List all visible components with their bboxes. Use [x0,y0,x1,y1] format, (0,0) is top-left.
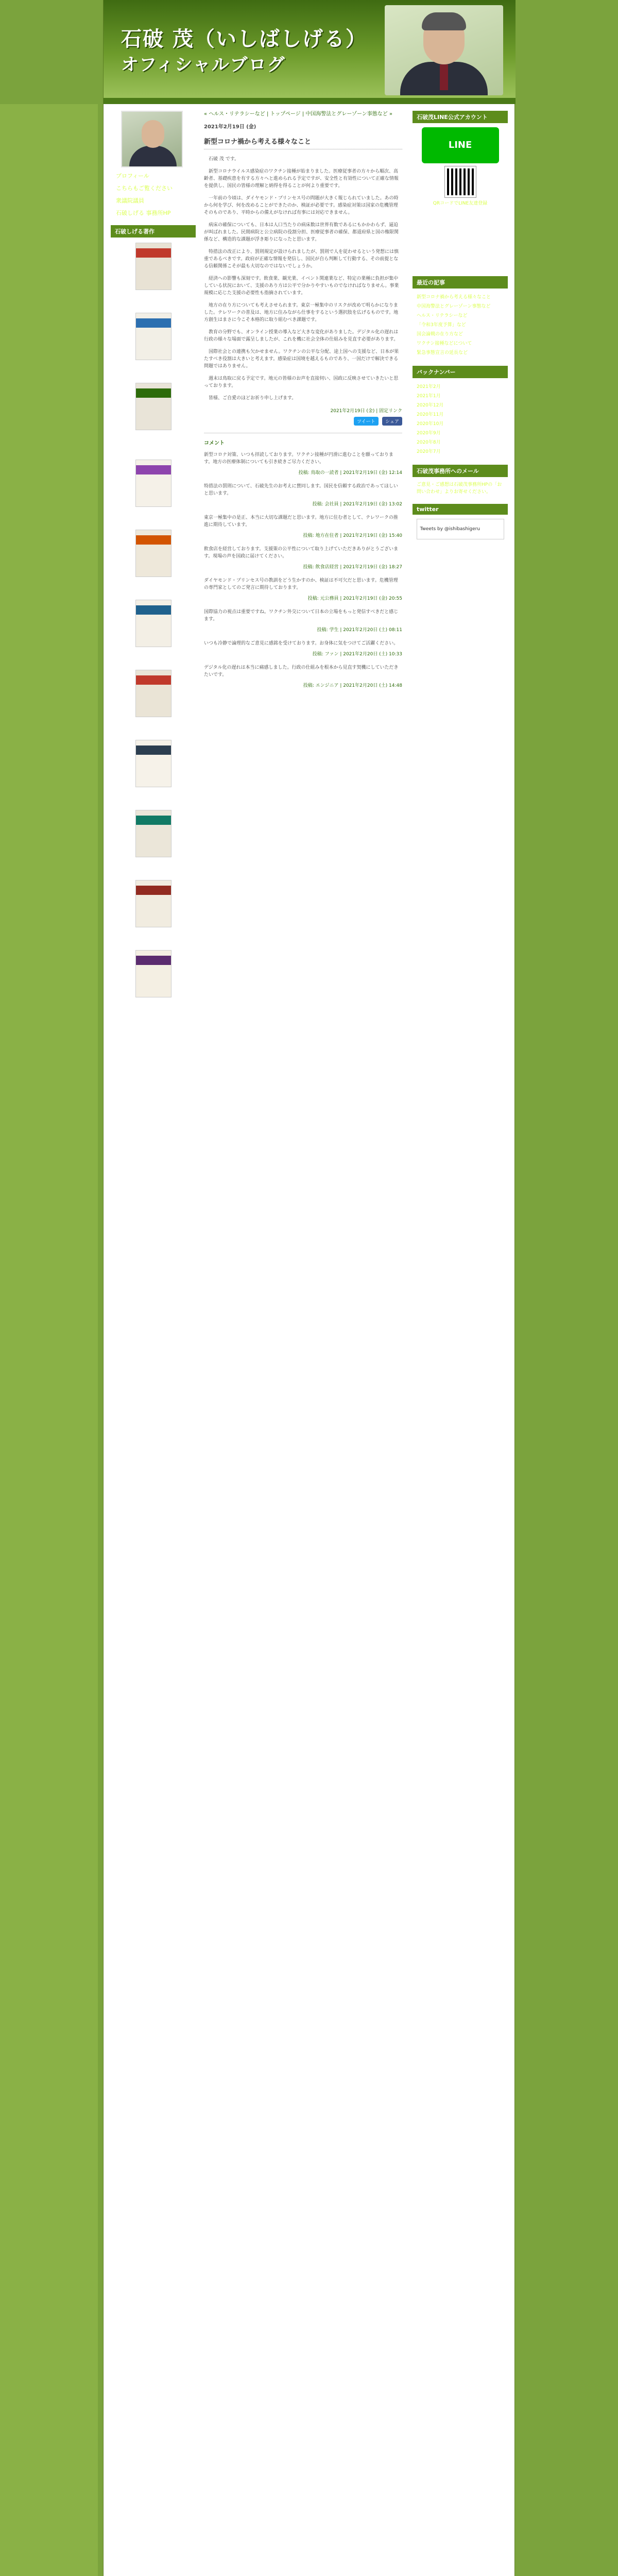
book-cover[interactable] [135,880,171,927]
book-item[interactable] [111,313,196,376]
book-cover[interactable] [135,243,171,290]
calendar-date[interactable]: 18 [470,247,476,252]
calendar [417,214,504,268]
office-hp-link[interactable]: 石破しげる 事務所HP [116,210,171,216]
calendar-date[interactable]: 12 [482,240,488,245]
calendar-date[interactable]: 13 [494,240,501,245]
calendar-date[interactable]: 8 [434,240,437,245]
calendar-date[interactable]: 10 [457,240,464,245]
book-item[interactable] [111,670,196,733]
contact-text: ご意見・ご感想は石破茂事務所HPの「お問い合わせ」よりお寄せください。 [417,482,502,495]
book-item[interactable] [111,740,196,803]
see-also-link[interactable]: こちらもご覧ください [116,185,173,192]
calendar-date[interactable]: 25 [470,255,476,260]
post-paragraph: 週末は鳥取に戻る予定です。地元の皆様のお声を直接伺い、国政に反映させていきたいと思っております。 [204,376,399,388]
post-date: 2021年2月19日 (金) [204,124,256,130]
recent-post-link[interactable]: 緊急事態宣言の延長など [417,350,468,355]
book-cover[interactable] [135,670,171,717]
tweet-button[interactable]: ツイート [354,417,379,426]
recent-post-link[interactable]: ヘルス・リテラシーなど [417,313,468,318]
calendar-day-header: 月 [433,226,438,231]
book-cover[interactable] [135,810,171,857]
calendar-date[interactable]: 9 [446,240,450,245]
books-section-head: 石破しげる著作 [111,225,196,238]
calendar-date[interactable]: 4 [471,233,474,238]
book-caption[interactable]: 「国難」 （新潮社） [141,650,165,662]
contact-head: 石破茂事務所へのメール [413,465,508,477]
header-bar [104,98,516,104]
backnumber-link[interactable]: 2020年7月 [417,449,441,454]
calendar-date[interactable]: 2 [446,233,450,238]
calendar-date[interactable]: 11 [470,240,476,245]
share-row [204,417,402,426]
calendar-date [429,261,441,268]
calendar-date [454,261,466,268]
book-item[interactable] [111,950,196,1013]
book-cover[interactable] [135,313,171,360]
line-section-head: 石破茂LINE公式アカウント [413,111,508,123]
calendar-date[interactable]: 14 [419,247,426,252]
qr-code-icon [445,166,476,197]
post-paragraph: 石破 茂 です。 [209,157,239,162]
post-paragraph: 新型コロナウイルス感染症のワクチン接種が始まりました。医療従事者の方々から順次、高齢者、基礎疾患を有する方々へと進められる予定ですが、安全性と有効性について正確な情報を提供し、国民の皆様の理解と納得を得ることが何より重要です。 [204,169,399,189]
post-paragraph: 教育の分野でも、オンライン授業の導入など大きな変化がありました。デジタル化の遅れは行政の様々な場面で露呈しましたが、これを機に社会全体の仕組みを見直す必要があります。 [204,330,399,342]
post-paragraph: 一年前の今頃は、ダイヤモンド・プリンセス号の問題が大きく報じられていました。あの時から何を学び、何を改めることができたのか、検証が必要です。感染症対策は国家の危機管理そのものであり、平時からの備えがなければ有事には対応できません。 [204,196,399,215]
calendar-date[interactable]: 6 [496,233,500,238]
calendar-date[interactable]: 16 [444,247,451,252]
calendar-date[interactable]: 17 [457,247,464,252]
twitter-head: twitter [413,504,508,515]
recent-post-link[interactable]: 新型コロナ禍から考える様々なこと [417,295,491,300]
calendar-title: 2021年2月 [447,216,473,221]
post-paragraph: 皆様、ご自愛のほどお祈り申し上げます。 [209,396,297,401]
comment-meta[interactable]: 投稿: ファン | 2021年2月20日 (土) 10:33 [312,652,402,657]
comment-meta[interactable]: 投稿: 鳥取の一読者 | 2021年2月19日 (金) 12:14 [298,470,402,476]
comment-text: 飲食店を経営しております。支援策の公平性について取り上げていただきありがとうございます。現場の声を国政に届けてください。 [204,547,399,559]
calendar-date[interactable]: 21 [419,255,426,260]
left-column-background [0,104,98,2576]
recent-posts-head: 最近の記事 [413,276,508,289]
comment-meta[interactable]: 投稿: 飲食店経営 | 2021年2月19日 (金) 18:27 [303,565,402,570]
twitter-widget[interactable]: Tweets by @ishibashigeru [417,519,504,539]
calendar-table [417,223,504,268]
post-footer[interactable]: 2021年2月19日 (金) | 固定リンク [330,409,402,414]
qr-caption[interactable]: QRコードでLINE友達登録 [433,201,488,206]
comment-meta[interactable]: 投稿: 学生 | 2021年2月20日 (土) 08:11 [317,628,402,633]
calendar-date [441,261,454,268]
comment-meta[interactable]: 投稿: 地方在住者 | 2021年2月19日 (金) 15:40 [303,533,402,538]
book-caption[interactable]: 「日本列島創生論」 （新潮新書） [132,363,174,375]
book-list [111,243,196,1013]
book-caption[interactable]: 「真・政治力」 （ワニブックス） [134,580,172,591]
calendar-day-header: 金 [483,226,488,231]
book-cover[interactable] [135,600,171,647]
profile-link[interactable]: プロフィール [116,173,149,179]
calendar-day-header: 日 [420,226,425,231]
calendar-date[interactable]: 22 [432,255,438,260]
calendar-date[interactable]: 20 [494,247,501,252]
comment-text: いつも冷静で論理的なご意見に感銘を受けております。お身体に気をつけてご活躍ください。 [204,641,399,646]
backnumber-link[interactable]: 2020年12月 [417,403,444,408]
calendar-day-header: 土 [495,226,500,231]
calendar-date[interactable]: 23 [444,255,451,260]
calendar-date[interactable]: 26 [482,255,488,260]
book-cover[interactable] [135,950,171,997]
calendar-date[interactable]: 27 [494,255,501,260]
header-portrait [385,5,503,95]
book-caption[interactable]: 「国防」 （新潮文庫） [139,510,167,521]
page [103,0,515,2576]
backnumber-link[interactable]: 2020年11月 [417,412,444,417]
line-banner[interactable]: LINE [422,127,499,163]
calendar-day-header: 火 [445,226,450,231]
profile-photo[interactable] [121,111,183,167]
post-paragraph: 病床の確保についても、日本は人口当たりの病床数は世界有数であるにもかかわらず、逼迫が叫ばれました。民間病院と公立病院の役割分担、医療従事者の確保、都道府県と国の権限関係など、構造的な課題が浮き彫りになったと思います。 [204,223,399,242]
book-cover[interactable] [135,460,171,507]
book-caption[interactable]: 「日本人のための 「集団的自衛権」入門」 [127,860,179,872]
post-paragraph: 経済への影響も深刻です。飲食業、観光業、イベント関連業など、特定の業種に負担が集中している状況において、支援のあり方は公平で分かりやすいものでなければなりません。事業規模に応じた支援の必要性も指摘されています。 [204,276,399,296]
recent-post-link[interactable]: 中国海警法とグレーゾーン事態など [417,304,491,309]
calendar-date[interactable]: 5 [484,233,487,238]
book-item[interactable] [111,880,196,943]
recent-post-link[interactable]: ワクチン接種などについて [417,341,472,346]
calendar-date[interactable]: 3 [458,233,462,238]
comment-text: ダイヤモンド・プリンセス号の教訓をどう生かすのか、検証は不可欠だと思います。危機管理の専門家としてのご発言に期待しております。 [204,578,398,590]
book-item[interactable] [111,460,196,522]
calendar-date [467,261,479,268]
blog-header[interactable] [104,0,516,98]
calendar-date[interactable]: 15 [432,247,438,252]
book-item[interactable] [111,243,196,306]
right-sidebar [413,111,508,548]
comment-meta[interactable]: 投稿: 元公務員 | 2021年2月19日 (金) 20:55 [307,596,402,601]
book-caption[interactable]: 「こんな日本をつくりたい」 （宇野常寛との共著） [123,720,183,732]
calendar-date[interactable]: 28 [419,262,426,267]
post-paragraph: 地方の在り方についても考えさせられます。東京一極集中のリスクが改めて明らかになりました。テレワークの普及は、地方に住みながら仕事をするという選択肢を広げるものです。地方創生はまさに今こそ本格的に取り組むべき課題です。 [204,303,399,323]
comment-text: 国際協力の視点は重要ですね。ワクチン外交について日本の立場をもっと発信すべきだと感じます。 [204,609,399,622]
post-title[interactable]: 新型コロナ禍から考える様々なこと [204,136,402,149]
book-caption[interactable]: 「政策至上主義」 （新潮新書） [134,293,172,304]
book-item[interactable] [111,600,196,663]
blog-subtitle: オフィシャルブログ [121,55,286,75]
book-item[interactable] [111,383,196,452]
facebook-share-button[interactable]: シェア [382,417,402,426]
comment-meta[interactable]: 投稿: エンジニア | 2021年2月20日 (土) 14:48 [303,683,402,688]
recent-post-link[interactable]: 国会論戦の在り方など [417,332,464,337]
book-caption[interactable]: 「国防」 （新潮文庫） [139,1000,167,1012]
calendar-date [417,232,429,239]
backnumber-link[interactable]: 2021年1月 [417,394,441,399]
comments-head: コメント [204,440,225,446]
comment-text: 新型コロナ対策、いつも拝読しております。ワクチン接種が円滑に進むことを願っております。地方の医療体制についても引き続きご尽力ください。 [204,452,393,465]
calendar-date[interactable]: 7 [421,240,424,245]
calendar-date[interactable]: 24 [457,255,464,260]
book-cover[interactable] [135,383,171,430]
left-sidebar [111,111,196,1020]
main-content [204,111,402,696]
calendar-date [479,261,491,268]
book-cover[interactable] [135,740,171,787]
backnumber-link[interactable]: 2020年9月 [417,431,441,436]
breadcrumb[interactable]: « ヘルス・リテラシーなど | トップページ | 中国海警法とグレーゾーン事態など » [204,111,393,117]
comment-text: 特措法の罰則について、石破先生のお考えに賛同します。国民を信頼する政治であってほしいと思います。 [204,484,398,496]
calendar-day-header: 木 [470,226,475,231]
member-link[interactable]: 衆議院議員 [116,197,144,204]
comment-text: デジタル化の遅れは本当に痛感しました。行政の仕組みを根本から見直す契機にしていただきたいです。 [204,665,399,677]
book-item[interactable] [111,530,196,592]
calendar-day-header: 水 [457,226,462,231]
book-caption[interactable]: 「日本人のための「集団的 自衛権」入門」 （新潮新書） [125,433,181,451]
calendar-date [491,261,504,268]
post-body [204,156,402,402]
book-cover[interactable] [135,530,171,577]
backnumber-link[interactable]: 2020年8月 [417,440,441,445]
recent-post-link[interactable]: 「令和3年度予算」など [417,323,466,328]
blog-title[interactable]: 石破 茂（いしばしげる） [121,27,367,51]
post-paragraph: 特措法の改正により、罰則規定が設けられましたが、罰則で人を従わせるという発想には慎重であるべきです。政府が正確な情報を発信し、国民が自ら判断して行動する、その前提となる信頼関係こそが最も大切なのではないでしょうか。 [204,249,399,269]
backnumber-head: バックナンバー [413,366,508,378]
recent-posts-list [413,293,508,358]
calendar-date[interactable]: 19 [482,247,488,252]
comment-meta[interactable]: 投稿: 会社員 | 2021年2月19日 (金) 13:02 [312,502,402,507]
book-caption[interactable]: 「国防」 （新潮社） [141,790,165,802]
backnumber-list [413,382,508,456]
backnumber-link[interactable]: 2021年2月 [417,384,441,389]
backnumber-link[interactable]: 2020年10月 [417,421,444,427]
calendar-date[interactable]: 1 [434,233,437,238]
post-paragraph: 国際社会との連携も欠かせません。ワクチンの公平な分配、途上国への支援など、日本が果たすべき役割は大きいと考えます。感染症は国境を越えるものであり、一国だけで解決できる問題ではありません。 [204,349,399,369]
comment-list [204,451,402,688]
book-caption[interactable]: 「軍事を知らずして 平和を語るな」 [132,930,174,942]
comment-text: 東京一極集中の是正、本当に大切な課題だと思います。地方に住む者として、テレワークの推進に期待しています。 [204,515,398,528]
book-item[interactable] [111,810,196,873]
